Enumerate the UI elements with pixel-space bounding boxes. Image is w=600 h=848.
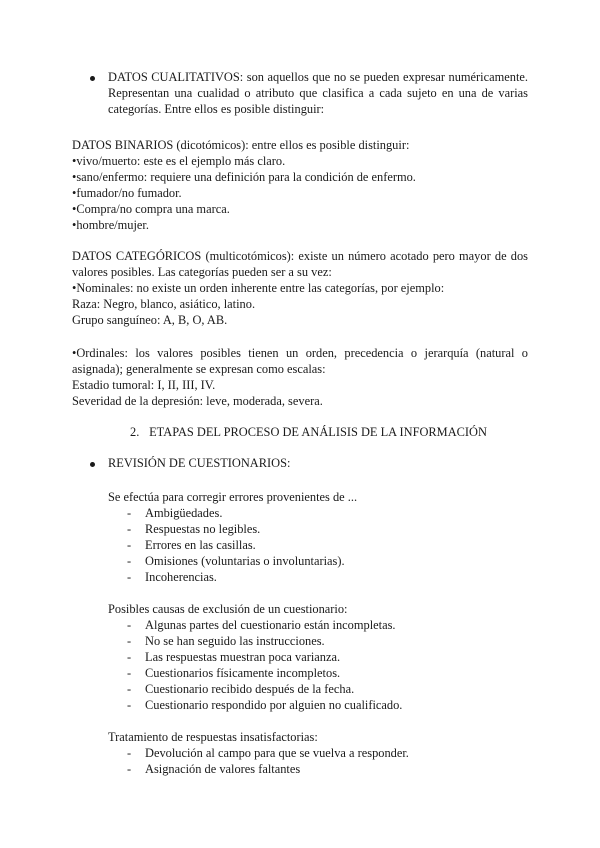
binarios-item: •Compra/no compra una marca. — [72, 202, 230, 216]
section-2-title: ETAPAS DEL PROCESO DE ANÁLISIS DE LA INFORMACIÓN — [149, 425, 487, 439]
nominales-text: •Nominales: no existe un orden inherente entre las categorías, por ejemplo: — [72, 281, 445, 295]
list-item-text: Asignación de valores faltantes — [145, 762, 301, 776]
list-item — [127, 681, 547, 697]
tratamiento-list — [127, 745, 547, 777]
list-item — [127, 617, 547, 633]
list-item — [127, 505, 547, 521]
list-item-text: Cuestionario recibido después de la fecha. — [145, 682, 355, 696]
binarios-item: •sano/enfermo: requiere una definición para la condición de enfermo. — [72, 170, 416, 184]
list-item — [127, 537, 547, 553]
list-item-text: Cuestionarios físicamente incompletos. — [145, 666, 341, 680]
dash-marker: - — [127, 698, 132, 712]
list-item-text: Omisiones (voluntarias o involuntarias). — [145, 554, 345, 568]
list-item-text: Las respuestas muestran poca varianza. — [145, 650, 341, 664]
list-item — [127, 633, 547, 649]
section-2-number: 2. — [130, 425, 140, 439]
bullet-dot — [90, 76, 95, 81]
dash-marker: - — [127, 746, 132, 760]
dash-marker: - — [127, 650, 132, 664]
list-item — [127, 697, 547, 713]
dash-marker: - — [127, 634, 132, 648]
list-item-text: Errores en las casillas. — [145, 538, 256, 552]
tratamiento-intro: Tratamiento de respuestas insatisfactorias: — [108, 730, 318, 744]
nominales-block — [72, 280, 542, 328]
bullet-dot — [90, 462, 95, 467]
list-item — [127, 665, 547, 681]
list-item-text: Cuestionario respondido por alguien no cualificado. — [145, 698, 403, 712]
list-item — [127, 745, 547, 761]
raza-text: Raza: Negro, blanco, asiático, latino. — [72, 297, 256, 311]
list-item-text: Incoherencias. — [145, 570, 217, 584]
ordinales-paragraph: •Ordinales: los valores posibles tienen un orden, precedencia o jerarquía (natural o asignada); generalmente se expresan como escalas: — [72, 346, 528, 376]
categoricos-intro: DATOS CATEGÓRICOS (multicotómicos): existe un número acotado pero mayor de dos valores posibles. Las categorías pueden ser a su vez: — [72, 249, 528, 279]
dash-marker: - — [127, 682, 132, 696]
section-2-heading — [130, 424, 487, 440]
cualitativos-paragraph: DATOS CUALITATIVOS: son aquellos que no se pueden expresar numéricamente. Representan una cualidad o atributo que clasifica a cada sujeto en una de varias categorías. Entre ellos es posible distinguir: — [108, 70, 528, 116]
list-item — [127, 761, 547, 777]
estadio-text: Estadio tumoral: I, II, III, IV. — [72, 378, 216, 392]
binarios-item: •fumador/no fumador. — [72, 186, 182, 200]
exclusion-list — [127, 617, 547, 713]
list-item-text: No se han seguido las instrucciones. — [145, 634, 325, 648]
dash-marker: - — [127, 762, 132, 776]
dash-marker: - — [127, 522, 132, 536]
list-item — [127, 521, 547, 537]
list-item — [127, 649, 547, 665]
binarios-item: •hombre/mujer. — [72, 218, 149, 232]
dash-marker: - — [127, 570, 132, 584]
binarios-item: •vivo/muerto: este es el ejemplo más claro. — [72, 154, 286, 168]
list-item-text: Ambigüedades. — [145, 506, 223, 520]
corregir-list — [127, 505, 547, 585]
exclusion-intro: Posibles causas de exclusión de un cuestionario: — [108, 602, 348, 616]
list-item — [127, 569, 547, 585]
dash-marker: - — [127, 554, 132, 568]
binarios-section — [72, 137, 542, 233]
dash-marker: - — [127, 506, 132, 520]
ordinales-examples — [72, 377, 542, 409]
severidad-text: Severidad de la depresión: leve, moderada, severa. — [72, 394, 323, 408]
binarios-title: DATOS BINARIOS (dicotómicos): entre ellos es posible distinguir: — [72, 138, 410, 152]
list-item-text: Algunas partes del cuestionario están incompletas. — [145, 618, 396, 632]
list-item — [127, 553, 547, 569]
grupo-sanguineo-text: Grupo sanguíneo: A, B, O, AB. — [72, 313, 228, 327]
dash-marker: - — [127, 618, 132, 632]
revision-title: REVISIÓN DE CUESTIONARIOS: — [108, 456, 291, 470]
dash-marker: - — [127, 666, 132, 680]
list-item-text: Devolución al campo para que se vuelva a responder. — [145, 746, 409, 760]
corregir-intro: Se efectúa para corregir errores provenientes de ... — [108, 490, 358, 504]
dash-marker: - — [127, 538, 132, 552]
list-item-text: Respuestas no legibles. — [145, 522, 261, 536]
